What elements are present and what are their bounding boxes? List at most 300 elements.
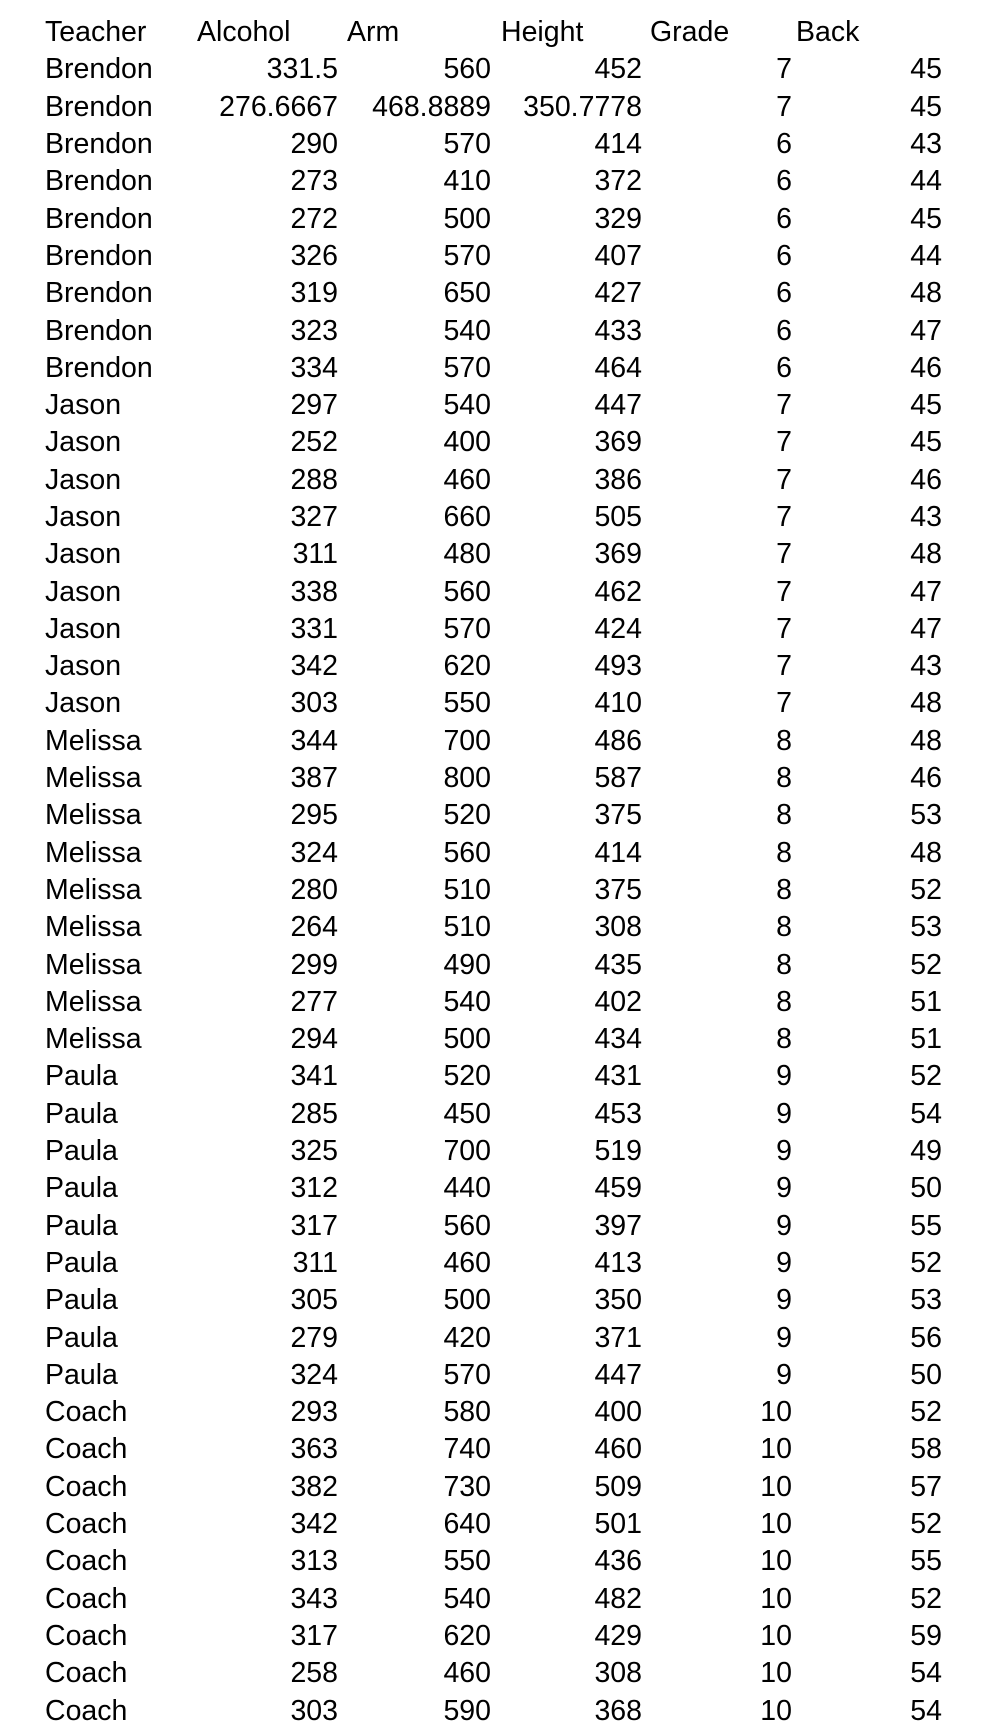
arm-cell: 520	[443, 799, 491, 832]
teacher-cell: Melissa	[45, 762, 142, 795]
teacher-cell: Melissa	[45, 911, 142, 944]
back-cell: 44	[910, 165, 942, 198]
grade-cell: 10	[760, 1657, 792, 1690]
teacher-cell: Jason	[45, 687, 122, 720]
grade-cell: 8	[776, 1023, 792, 1056]
table-row	[0, 1431, 1000, 1468]
arm-cell: 560	[443, 53, 491, 86]
alcohol-cell: 324	[290, 836, 338, 869]
grade-cell: 10	[760, 1508, 792, 1541]
back-cell: 45	[910, 389, 942, 422]
back-cell: 52	[910, 1246, 942, 1279]
table-row	[0, 1692, 1000, 1729]
teacher-cell: Jason	[45, 501, 122, 533]
height-cell: 369	[594, 426, 642, 459]
teacher-cell: Jason	[45, 538, 122, 571]
grade-cell: 9	[776, 1246, 792, 1279]
alcohol-cell: 276.6667	[219, 90, 338, 123]
table-row	[0, 1618, 1000, 1655]
height-cell: 375	[594, 873, 642, 906]
table-row	[0, 163, 1000, 200]
teacher-cell: Brendon	[45, 165, 153, 198]
table-row	[0, 760, 1000, 797]
teacher-cell: Melissa	[45, 948, 142, 981]
height-cell: 431	[594, 1060, 642, 1093]
alcohol-cell: 327	[290, 501, 338, 533]
alcohol-cell: 272	[290, 202, 338, 235]
alcohol-cell: 295	[290, 799, 338, 832]
height-cell: 386	[594, 463, 642, 496]
height-cell: 308	[594, 911, 642, 944]
arm-cell: 740	[443, 1433, 491, 1466]
grade-cell: 6	[776, 314, 792, 347]
arm-cell: 460	[443, 1657, 491, 1690]
alcohol-cell: 311	[292, 1246, 338, 1279]
arm-cell: 800	[443, 762, 491, 795]
header-teacher: Teacher	[45, 16, 147, 49]
teacher-cell: Paula	[45, 1135, 118, 1168]
back-cell: 43	[910, 501, 942, 533]
alcohol-cell: 313	[290, 1545, 338, 1578]
table-header	[0, 14, 1000, 51]
teacher-cell: Paula	[45, 1209, 118, 1242]
back-cell: 53	[910, 911, 942, 944]
grade-cell: 9	[776, 1060, 792, 1093]
height-cell: 372	[594, 165, 642, 198]
alcohol-cell: 297	[290, 389, 338, 422]
back-cell: 47	[910, 314, 942, 347]
table-row	[0, 797, 1000, 834]
teacher-cell: Melissa	[45, 724, 142, 757]
back-cell: 46	[910, 351, 942, 384]
height-cell: 464	[594, 351, 642, 384]
back-cell: 54	[910, 1657, 942, 1690]
table-row	[0, 835, 1000, 872]
arm-cell: 460	[443, 1246, 491, 1279]
back-cell: 47	[910, 612, 942, 645]
alcohol-cell: 273	[290, 165, 338, 198]
height-cell: 329	[594, 202, 642, 235]
back-cell: 50	[910, 1358, 942, 1391]
grade-cell: 10	[760, 1619, 792, 1652]
arm-cell: 480	[443, 538, 491, 571]
table-row	[0, 89, 1000, 126]
back-cell: 52	[910, 1060, 942, 1093]
header-arm: Arm	[347, 16, 400, 49]
header-grade: Grade	[650, 16, 730, 49]
back-cell: 59	[910, 1619, 942, 1652]
table-row	[0, 872, 1000, 909]
grade-cell: 7	[776, 90, 792, 123]
height-cell: 407	[594, 239, 642, 272]
grade-cell: 8	[776, 911, 792, 944]
grade-cell: 7	[776, 612, 792, 645]
grade-cell: 10	[760, 1396, 792, 1429]
table-row	[0, 1319, 1000, 1356]
alcohol-cell: 338	[290, 575, 338, 608]
height-cell: 371	[594, 1321, 642, 1354]
table-row	[0, 126, 1000, 163]
table-row	[0, 1506, 1000, 1543]
height-cell: 369	[594, 538, 642, 571]
arm-cell: 460	[443, 463, 491, 496]
alcohol-cell: 288	[290, 463, 338, 496]
teacher-cell: Jason	[45, 463, 122, 496]
height-cell: 459	[594, 1172, 642, 1205]
arm-cell: 700	[443, 1135, 491, 1168]
back-cell: 52	[910, 948, 942, 981]
table-row	[0, 723, 1000, 760]
grade-cell: 7	[776, 426, 792, 459]
header-spacer	[942, 14, 1000, 51]
table-row	[0, 1021, 1000, 1058]
grade-cell: 6	[776, 351, 792, 384]
grade-cell: 7	[776, 650, 792, 683]
height-cell: 414	[594, 836, 642, 869]
arm-cell: 640	[443, 1508, 491, 1541]
grade-cell: 7	[776, 538, 792, 571]
grade-cell: 6	[776, 165, 792, 198]
arm-cell: 450	[443, 1097, 491, 1130]
table-row	[0, 1655, 1000, 1692]
table-row	[0, 1394, 1000, 1431]
back-cell: 54	[910, 1694, 942, 1727]
back-cell: 52	[910, 1508, 942, 1541]
arm-cell: 400	[443, 426, 491, 459]
table-row	[0, 1282, 1000, 1319]
teacher-cell: Melissa	[45, 1023, 142, 1056]
alcohol-cell: 311	[292, 538, 338, 571]
arm-cell: 560	[443, 836, 491, 869]
teacher-cell: Paula	[45, 1321, 118, 1354]
table-row	[0, 648, 1000, 685]
table-row	[0, 462, 1000, 499]
alcohol-cell: 342	[290, 1508, 338, 1541]
height-cell: 427	[594, 277, 642, 310]
grade-cell: 9	[776, 1135, 792, 1168]
height-cell: 482	[594, 1582, 642, 1615]
arm-cell: 560	[443, 1209, 491, 1242]
teacher-cell: Paula	[45, 1060, 118, 1093]
arm-cell: 510	[443, 911, 491, 944]
grade-cell: 7	[776, 575, 792, 608]
back-cell: 48	[910, 724, 942, 757]
height-cell: 505	[594, 501, 642, 533]
arm-cell: 570	[443, 1358, 491, 1391]
teacher-cell: Paula	[45, 1246, 118, 1279]
arm-cell: 660	[443, 501, 491, 533]
arm-cell: 500	[443, 1284, 491, 1317]
back-cell: 49	[910, 1135, 942, 1168]
teacher-cell: Brendon	[45, 351, 153, 384]
height-cell: 402	[594, 985, 642, 1018]
alcohol-cell: 285	[290, 1097, 338, 1130]
table-row	[0, 238, 1000, 275]
back-cell: 45	[910, 53, 942, 86]
alcohol-cell: 258	[290, 1657, 338, 1690]
table-row	[0, 275, 1000, 312]
table-row	[0, 946, 1000, 983]
teacher-cell: Jason	[45, 389, 122, 422]
grade-cell: 9	[776, 1284, 792, 1317]
grade-cell: 10	[760, 1433, 792, 1466]
back-cell: 50	[910, 1172, 942, 1205]
back-cell: 43	[910, 128, 942, 161]
grade-cell: 9	[776, 1209, 792, 1242]
height-cell: 350	[594, 1284, 642, 1317]
table-row	[0, 51, 1000, 88]
table-row	[0, 536, 1000, 573]
height-cell: 375	[594, 799, 642, 832]
alcohol-cell: 325	[290, 1135, 338, 1168]
height-cell: 501	[594, 1508, 642, 1541]
height-cell: 493	[594, 650, 642, 683]
grade-cell: 9	[776, 1321, 792, 1354]
alcohol-cell: 277	[290, 985, 338, 1018]
teacher-cell: Jason	[45, 575, 122, 608]
alcohol-cell: 382	[290, 1470, 338, 1503]
alcohol-cell: 279	[290, 1321, 338, 1354]
grade-cell: 10	[760, 1582, 792, 1615]
height-cell: 434	[594, 1023, 642, 1056]
teacher-cell: Melissa	[45, 873, 142, 906]
teacher-cell: Brendon	[45, 53, 153, 86]
back-cell: 52	[910, 1582, 942, 1615]
height-cell: 424	[594, 612, 642, 645]
table-row	[0, 1580, 1000, 1617]
table-row	[0, 499, 1000, 536]
grade-cell: 6	[776, 239, 792, 272]
height-cell: 435	[594, 948, 642, 981]
header-back: Back	[796, 16, 860, 49]
height-cell: 368	[594, 1694, 642, 1727]
alcohol-cell: 317	[290, 1209, 338, 1242]
table-row	[0, 1058, 1000, 1095]
arm-cell: 560	[443, 575, 491, 608]
arm-cell: 420	[443, 1321, 491, 1354]
grade-cell: 7	[776, 53, 792, 86]
grade-cell: 6	[776, 128, 792, 161]
alcohol-cell: 323	[290, 314, 338, 347]
teacher-cell: Coach	[45, 1619, 128, 1652]
header-height: Height	[501, 16, 584, 49]
grade-cell: 7	[776, 501, 792, 533]
table-row	[0, 1469, 1000, 1506]
back-cell: 53	[910, 799, 942, 832]
arm-cell: 550	[443, 1545, 491, 1578]
grade-cell: 8	[776, 724, 792, 757]
back-cell: 52	[910, 873, 942, 906]
back-cell: 45	[910, 202, 942, 235]
grade-cell: 8	[776, 836, 792, 869]
back-cell: 58	[910, 1433, 942, 1466]
grade-cell: 8	[776, 762, 792, 795]
alcohol-cell: 331	[290, 612, 338, 645]
teacher-cell: Brendon	[45, 90, 153, 123]
teacher-cell: Coach	[45, 1545, 128, 1578]
alcohol-cell: 303	[290, 1694, 338, 1727]
alcohol-cell: 305	[290, 1284, 338, 1317]
alcohol-cell: 293	[290, 1396, 338, 1429]
arm-cell: 540	[443, 985, 491, 1018]
table-row	[0, 350, 1000, 387]
back-cell: 53	[910, 1284, 942, 1317]
back-cell: 48	[910, 538, 942, 571]
back-cell: 52	[910, 1396, 942, 1429]
grade-cell: 7	[776, 463, 792, 496]
arm-cell: 580	[443, 1396, 491, 1429]
back-cell: 48	[910, 836, 942, 869]
alcohol-cell: 363	[290, 1433, 338, 1466]
grade-cell: 9	[776, 1172, 792, 1205]
alcohol-cell: 326	[290, 239, 338, 272]
table-row	[0, 1543, 1000, 1580]
alcohol-cell: 299	[290, 948, 338, 981]
alcohol-cell: 264	[290, 911, 338, 944]
arm-cell: 540	[443, 1582, 491, 1615]
grade-cell: 10	[760, 1694, 792, 1727]
teacher-cell: Coach	[45, 1433, 128, 1466]
teacher-cell: Jason	[45, 612, 122, 645]
back-cell: 55	[910, 1209, 942, 1242]
table-row	[0, 685, 1000, 722]
height-cell: 509	[594, 1470, 642, 1503]
alcohol-cell: 343	[290, 1582, 338, 1615]
table-row	[0, 312, 1000, 349]
alcohol-cell: 334	[290, 351, 338, 384]
back-cell: 45	[910, 90, 942, 123]
teacher-cell: Paula	[45, 1284, 118, 1317]
alcohol-cell: 319	[290, 277, 338, 310]
arm-cell: 570	[443, 128, 491, 161]
teacher-cell: Brendon	[45, 277, 153, 310]
teacher-cell: Coach	[45, 1470, 128, 1503]
arm-cell: 730	[443, 1470, 491, 1503]
back-cell: 48	[910, 687, 942, 720]
grade-cell: 6	[776, 277, 792, 310]
height-cell: 350.7778	[523, 90, 642, 123]
height-cell: 436	[594, 1545, 642, 1578]
back-cell: 55	[910, 1545, 942, 1578]
arm-cell: 700	[443, 724, 491, 757]
grade-cell: 8	[776, 873, 792, 906]
arm-cell: 550	[443, 687, 491, 720]
grade-cell: 7	[776, 687, 792, 720]
table-row	[0, 909, 1000, 946]
height-cell: 308	[594, 1657, 642, 1690]
arm-cell: 540	[443, 314, 491, 347]
alcohol-cell: 324	[290, 1358, 338, 1391]
back-cell: 47	[910, 575, 942, 608]
teacher-cell: Melissa	[45, 799, 142, 832]
height-cell: 453	[594, 1097, 642, 1130]
back-cell: 54	[910, 1097, 942, 1130]
arm-cell: 500	[443, 1023, 491, 1056]
teacher-cell: Melissa	[45, 985, 142, 1018]
height-cell: 460	[594, 1433, 642, 1466]
grade-cell: 10	[760, 1545, 792, 1578]
back-cell: 51	[910, 985, 942, 1018]
arm-cell: 620	[443, 650, 491, 683]
height-cell: 486	[594, 724, 642, 757]
table-row	[0, 200, 1000, 237]
arm-cell: 620	[443, 1619, 491, 1652]
alcohol-cell: 303	[290, 687, 338, 720]
table-row	[0, 573, 1000, 610]
back-cell: 48	[910, 277, 942, 310]
height-cell: 519	[594, 1135, 642, 1168]
alcohol-cell: 317	[290, 1619, 338, 1652]
teacher-cell: Coach	[45, 1657, 128, 1690]
table-row	[0, 1357, 1000, 1394]
back-cell: 56	[910, 1321, 942, 1354]
teacher-cell: Coach	[45, 1508, 128, 1541]
grade-cell: 9	[776, 1097, 792, 1130]
back-cell: 45	[910, 426, 942, 459]
teacher-cell: Paula	[45, 1172, 118, 1205]
teacher-cell: Paula	[45, 1097, 118, 1130]
teacher-cell: Brendon	[45, 239, 153, 272]
arm-cell: 590	[443, 1694, 491, 1727]
alcohol-cell: 290	[290, 128, 338, 161]
teacher-cell: Paula	[45, 1358, 118, 1391]
table-row	[0, 1096, 1000, 1133]
height-cell: 400	[594, 1396, 642, 1429]
alcohol-cell: 344	[290, 724, 338, 757]
table-body	[0, 51, 1000, 1729]
back-cell: 44	[910, 239, 942, 272]
alcohol-cell: 387	[290, 762, 338, 795]
teacher-cell: Brendon	[45, 128, 153, 161]
back-cell: 46	[910, 463, 942, 496]
height-cell: 452	[594, 53, 642, 86]
alcohol-cell: 312	[290, 1172, 338, 1205]
teacher-cell: Brendon	[45, 314, 153, 347]
data-table	[0, 14, 1000, 1730]
height-cell: 433	[594, 314, 642, 347]
height-cell: 587	[594, 762, 642, 795]
arm-cell: 500	[443, 202, 491, 235]
back-cell: 57	[910, 1470, 942, 1503]
grade-cell: 6	[776, 202, 792, 235]
alcohol-cell: 294	[290, 1023, 338, 1056]
arm-cell: 570	[443, 239, 491, 272]
arm-cell: 570	[443, 612, 491, 645]
height-cell: 397	[594, 1209, 642, 1242]
alcohol-cell: 331.5	[266, 53, 338, 86]
header-row	[0, 14, 1000, 51]
teacher-cell: Melissa	[45, 836, 142, 869]
height-cell: 413	[594, 1246, 642, 1279]
arm-cell: 520	[443, 1060, 491, 1093]
arm-cell: 468.8889	[372, 90, 491, 123]
height-cell: 414	[594, 128, 642, 161]
alcohol-cell: 342	[290, 650, 338, 683]
back-cell: 43	[910, 650, 942, 683]
teacher-cell: Coach	[45, 1694, 128, 1727]
arm-cell: 440	[443, 1172, 491, 1205]
back-cell: 51	[910, 1023, 942, 1056]
teacher-cell: Jason	[45, 650, 122, 683]
teacher-cell: Brendon	[45, 202, 153, 235]
alcohol-cell: 341	[290, 1060, 338, 1093]
table-row	[0, 387, 1000, 424]
table-row	[0, 984, 1000, 1021]
height-cell: 447	[594, 1358, 642, 1391]
grade-cell: 8	[776, 985, 792, 1018]
back-cell: 46	[910, 762, 942, 795]
arm-cell: 540	[443, 389, 491, 422]
